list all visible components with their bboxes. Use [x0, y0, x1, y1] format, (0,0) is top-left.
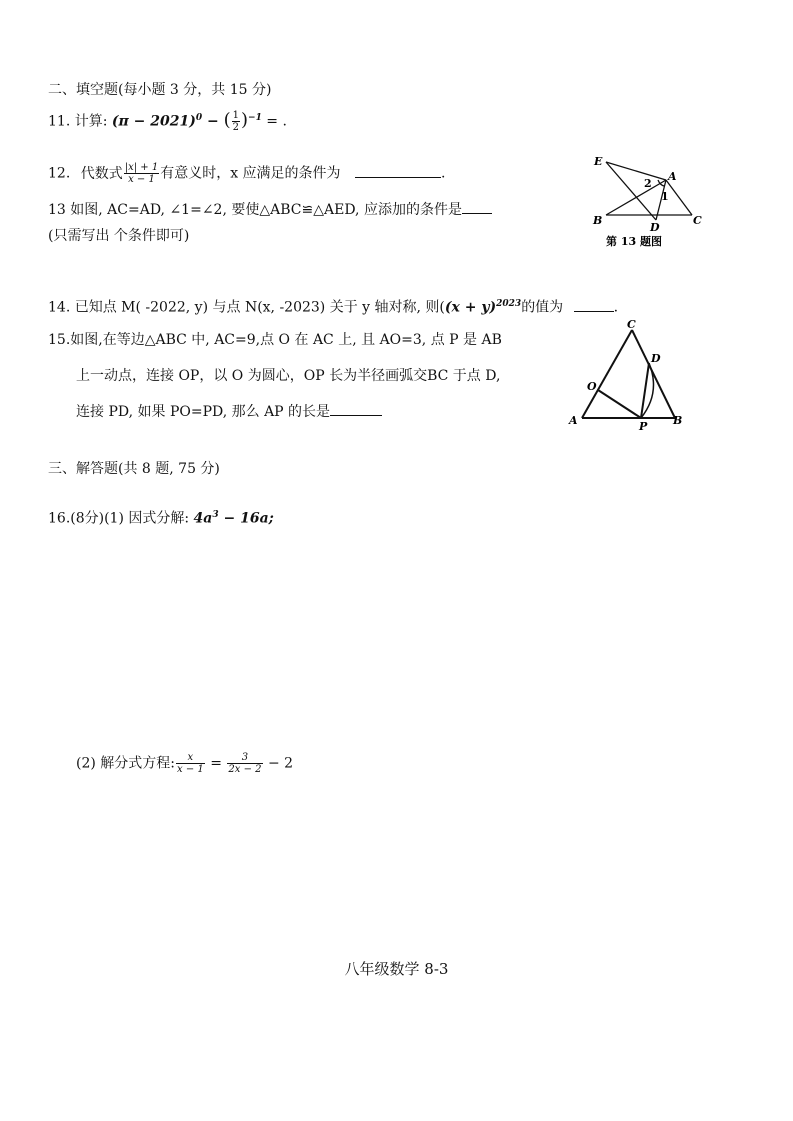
- page-footer: [0, 958, 793, 979]
- question-16-fraction-1: [176, 752, 205, 775]
- question-11-tail: = .: [261, 113, 287, 130]
- fig13-label-b: B: [593, 214, 603, 227]
- question-11-minus: −: [202, 113, 224, 130]
- fig13-label-c: C: [693, 214, 702, 227]
- question-14-text: 14. 已知点 M( -2022, y) 与点 N(x, -2023) 关于 y 轴对称, 则(: [48, 299, 445, 316]
- question-16-part-1-tail: − 16a;: [218, 510, 274, 527]
- fig15-label-c: C: [627, 318, 636, 331]
- question-11-expr-a: (π − 2021): [111, 113, 196, 130]
- side-ac: [582, 330, 632, 418]
- line-ac: [666, 180, 692, 215]
- question-11-number: 11.: [48, 113, 71, 130]
- question-13-answer-blank[interactable]: [462, 199, 492, 214]
- question-16-part-1-label: 16.(8分)(1) 因式分解:: [48, 510, 190, 527]
- question-15-text-2: 上一动点，连接 OP，以 O 为圆心，OP 长为半径画弧交BC 于点 D,: [76, 368, 501, 384]
- segment-pd: [641, 363, 649, 418]
- fig13-label-d: D: [650, 221, 660, 234]
- question-15-line-1: [48, 330, 502, 350]
- question-16-part-2-tail: − 2: [263, 755, 294, 772]
- question-16-part-2-label: (2) 解分式方程:: [76, 755, 175, 772]
- question-15-figure: [565, 318, 695, 433]
- question-13-text-1: 13 如图, AC=AD, ∠1=∠2, 要使△ABC≌△AED, 应添加的条件是: [48, 202, 462, 218]
- question-11-exp-b: −1: [248, 113, 262, 123]
- fig15-label-d: D: [651, 352, 661, 365]
- question-15-text-3: 连接 PD, 如果 PO=PD, 那么 AP 的长是: [76, 404, 331, 420]
- question-14: [48, 294, 618, 318]
- question-16-part-1-exp: 3: [212, 510, 219, 520]
- question-14-tail: 的值为: [521, 299, 564, 316]
- question-14-exp: 2023: [496, 299, 522, 309]
- question-14-expr: (x + y): [444, 299, 497, 316]
- fig13-label-e: E: [594, 155, 603, 168]
- question-16-part-1-expr: 4a: [193, 510, 213, 527]
- question-12-answer-blank[interactable]: [355, 163, 441, 178]
- question-11-exp-a: 0: [195, 113, 203, 123]
- question-12-frac-den: x − 1: [128, 174, 155, 185]
- question-12-fraction: [124, 162, 159, 185]
- question-16-frac1-num: x: [176, 752, 205, 764]
- question-15-answer-blank[interactable]: [330, 401, 382, 416]
- question-11-paren-close: ): [241, 109, 249, 131]
- question-14-end: .: [613, 299, 619, 316]
- question-12: [48, 162, 445, 185]
- question-11-prefix: 计算:: [74, 113, 108, 130]
- question-11: [48, 108, 287, 133]
- fig15-label-b: B: [673, 414, 683, 427]
- question-16-part-1: [48, 505, 274, 529]
- line-ba: [606, 180, 666, 215]
- fig15-label-o: O: [587, 380, 597, 393]
- question-16-equals: =: [205, 755, 227, 772]
- page-footer-text: 八年级数学 8-3: [344, 960, 449, 978]
- question-15-text-1: 15.如图,在等边△ABC 中, AC=9,点 O 在 AC 上, 且 AO=3, 点 P 是 AB: [48, 332, 502, 348]
- question-11-frac-den: 2: [232, 122, 239, 134]
- question-16-frac2-den: 2x − 2: [228, 764, 262, 775]
- segment-op: [598, 390, 641, 418]
- line-ea: [606, 162, 666, 180]
- question-11-frac-num: 1: [232, 110, 239, 122]
- question-12-prefix: 代数式: [80, 165, 123, 182]
- fig13-caption: 第 13 题图: [606, 235, 662, 248]
- side-cb: [632, 330, 675, 418]
- question-13-figure: [588, 150, 708, 250]
- section-2-heading-text: 二、填空题(每小题 3 分，共 15 分): [48, 82, 272, 98]
- question-16-frac1-den: x − 1: [177, 764, 204, 775]
- fig13-label-2: 2: [644, 177, 652, 190]
- question-12-text: 有意义时，x 应满足的条件为: [160, 165, 341, 182]
- section-3-heading: [48, 459, 220, 479]
- question-16-frac2-num: 3: [227, 752, 262, 764]
- fig13-label-a: A: [668, 170, 677, 183]
- question-14-answer-blank[interactable]: [574, 297, 614, 312]
- question-12-frac-num: |x| + 1: [124, 162, 159, 173]
- question-16-fraction-2: [227, 752, 262, 775]
- question-13-text-2: (只需写出 个条件即可): [48, 228, 190, 244]
- question-11-paren-open: (: [223, 109, 231, 131]
- question-15-line-3: [76, 401, 382, 422]
- question-13-line-1: [48, 199, 492, 220]
- question-12-end: .: [441, 165, 446, 182]
- section-3-heading-text: 三、解答题(共 8 题, 75 分): [48, 461, 220, 477]
- section-2-heading: [48, 80, 271, 100]
- fig15-label-p: P: [639, 420, 648, 433]
- fig13-label-1: 1: [661, 190, 669, 203]
- question-15-line-2: [76, 366, 500, 386]
- question-11-fraction: [232, 110, 240, 133]
- question-16-part-2: [76, 752, 293, 775]
- question-13-line-2: [48, 226, 189, 246]
- question-12-number: 12.: [48, 165, 71, 182]
- fig15-label-a: A: [569, 414, 578, 427]
